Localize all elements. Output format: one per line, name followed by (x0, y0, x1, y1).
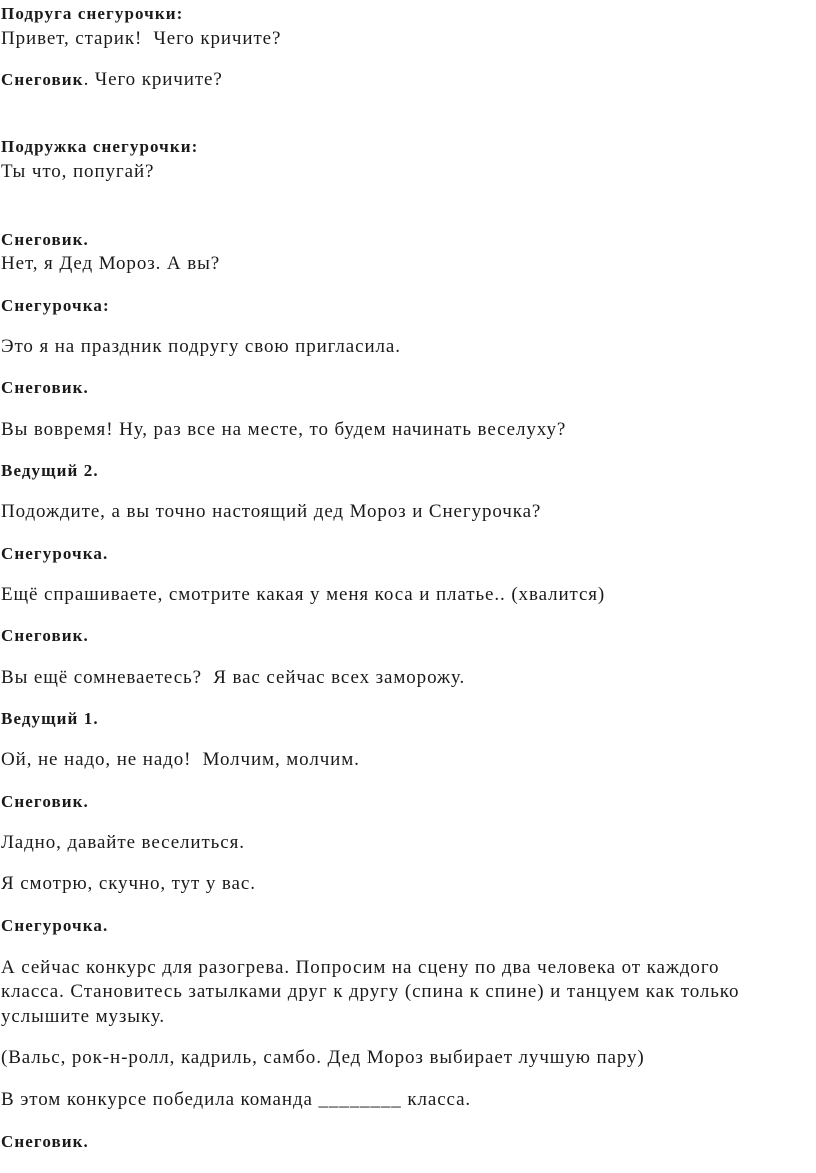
speech-line: Подождите, а вы точно настоящий дед Мороз и Снегурочка? (1, 501, 542, 522)
speaker-line: Снеговик. (1, 230, 89, 249)
speech-line: Это я на праздник подругу свою пригласила. (1, 336, 401, 357)
speaker-line: Подруга снегурочки: (1, 4, 184, 23)
speech-line: Ещё спрашиваете, смотрите какая у меня коса и платье.. (хвалится) (1, 584, 606, 605)
speaker-inline-name: Снеговик (1, 70, 84, 89)
speaker-line: Снеговик. (1, 378, 89, 397)
speech-line: Ой, не надо, не надо! Молчим, молчим. (1, 749, 360, 770)
speaker-line: Снеговик. (1, 626, 89, 645)
speaker-line: Снегурочка. (1, 544, 109, 563)
speech-line: Нет, я Дед Мороз. А вы? (1, 253, 221, 274)
speech-line: Я смотрю, скучно, тут у вас. (1, 873, 256, 894)
speaker-inline-line (1, 68, 223, 92)
speaker-line: Снеговик. (1, 792, 89, 811)
speaker-line: Снегурочка: (1, 296, 110, 315)
speech-line: (Вальс, рок-н-ролл, кадриль, самбо. Дед Мороз выбирает лучшую пару) (1, 1047, 645, 1068)
speaker-line: Ведущий 2. (1, 461, 99, 480)
speaker-inline-text: . Чего кричите? (83, 69, 223, 90)
speech-line: класса. Становитесь затылками друг к другу (спина к спине) и танцуем как только (1, 981, 740, 1002)
speech-line: услышите музыку. (1, 1006, 165, 1027)
speaker-line: Ведущий 1. (1, 709, 99, 728)
speech-line: Ты что, попугай? (1, 161, 155, 182)
speech-line: А сейчас конкурс для разогрева. Попросим на сцену по два человека от каждого (1, 957, 720, 978)
speech-line: Привет, старик! Чего кричите? (1, 28, 282, 49)
speaker-line: Подружка снегурочки: (1, 137, 199, 156)
speech-line: Вы вовремя! Ну, раз все на месте, то будем начинать веселуху? (1, 419, 567, 440)
speech-line: Ладно, давайте веселиться. (1, 832, 245, 853)
speech-line: Вы ещё сомневаетесь? Я вас сейчас всех заморожу. (1, 667, 466, 688)
speaker-line: Снегурочка. (1, 916, 109, 935)
speaker-line: Снеговик. (1, 1132, 89, 1151)
speech-line: В этом конкурсе победила команда ________ класса. (1, 1089, 472, 1110)
